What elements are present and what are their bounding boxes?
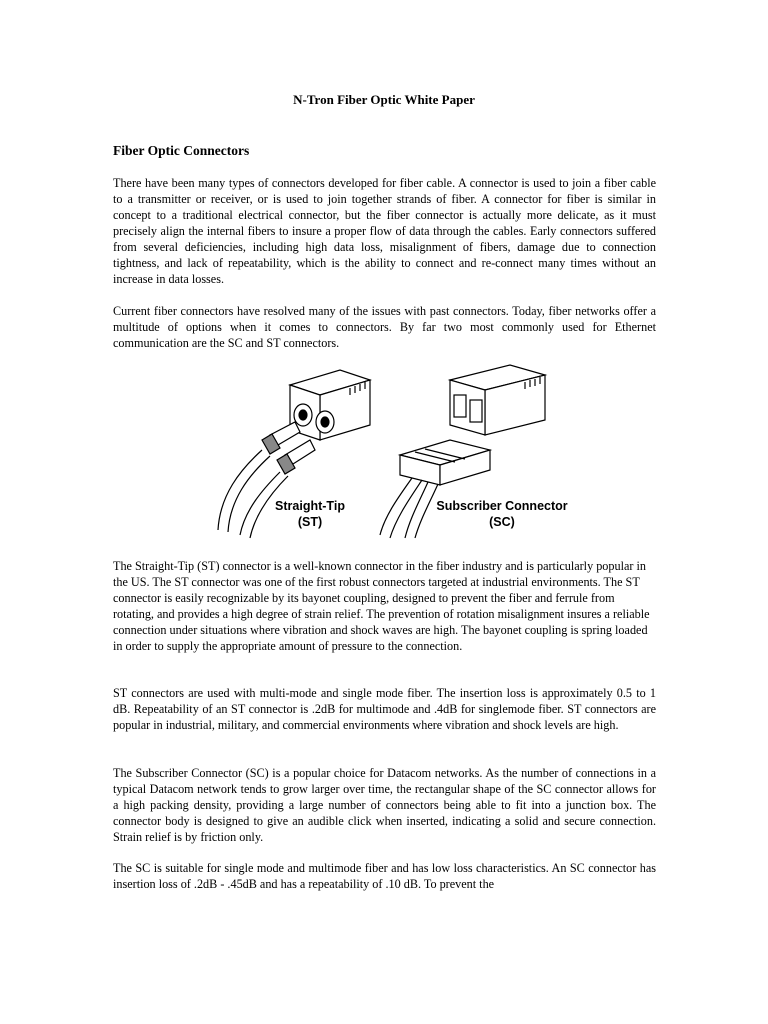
sc-label-line2: (SC) xyxy=(489,515,515,529)
paragraph-st-overview: The Straight-Tip (ST) connector is a well-known connector in the fiber industry and is particularly popular in the US. The ST connector was one of the first robust connectors targeted at industrial environments. The ST connector is easily recognizable by its bayonet coupling, designed to prevent the fiber and ferrule from rotating, and provides a high degree of strain relief. The prevention of rotation misalignment insures a reliable connection under situations where vibration and shock waves are high. The bayonet coupling is spring loaded in order to supply the appropriate amount of pressure to the connection. xyxy=(113,559,650,653)
document-title: N-Tron Fiber Optic White Paper xyxy=(293,92,475,107)
connector-illustration-svg xyxy=(200,360,580,540)
sc-label-line1: Subscriber Connector xyxy=(436,499,568,513)
paragraph-sc-overview: The Subscriber Connector (SC) is a popular choice for Datacom networks. As the number of connections in a typical Datacom network tends to grow larger over time, the rectangular shape of the SC connector allows for a high packing density, providing a large number of connectors being able to fit into a junction box. The connector body is designed to give an audible click when inserted, indicating a solid and secure connection. Strain relief is by friction only. xyxy=(113,766,656,844)
paragraph-current-connectors: Current fiber connectors have resolved many of the issues with past connectors. Today, fiber networks offer a multitude of options when it comes to connectors. By far two most commonly used for Ethernet communication are the SC and ST connectors. xyxy=(113,304,656,350)
paragraph-intro: There have been many types of connectors developed for fiber cable. A connector is used to join a fiber cable to a transmitter or receiver, or is used to join together strands of fiber. A connector for fiber is similar in concept to a traditional electrical connector, but the fiber connector is actually more delicate, as it must precisely align the internal fibers to insure a proper flow of data through the cables. Early connectors suffered from several deficiencies, including high data loss, misalignment of fibers, damage due to connection tightness, and lack of repeatability, which is the ability to connect and re-connect many times without an increase in data losses. xyxy=(113,176,656,286)
st-label-line1: Straight-Tip xyxy=(275,499,345,513)
paragraph-st-specs: ST connectors are used with multi-mode and single mode fiber. The insertion loss is approximately 0.5 to 1 dB. Repeatability of an ST connector is .2dB for multimode and .4dB for singlemode fiber. ST connectors are popular in industrial, military, and commercial environments where vibration and shock levels are high. xyxy=(113,686,656,732)
paragraph-sc-specs: The SC is suitable for single mode and multimode fiber and has low loss characteristics. An SC connector has insertion loss of .2dB - .45dB and has a repeatability of .10 dB. To prevent the xyxy=(113,861,656,891)
section-heading: Fiber Optic Connectors xyxy=(113,143,250,158)
connector-illustration xyxy=(200,360,580,540)
st-label-line2: (ST) xyxy=(297,515,323,529)
